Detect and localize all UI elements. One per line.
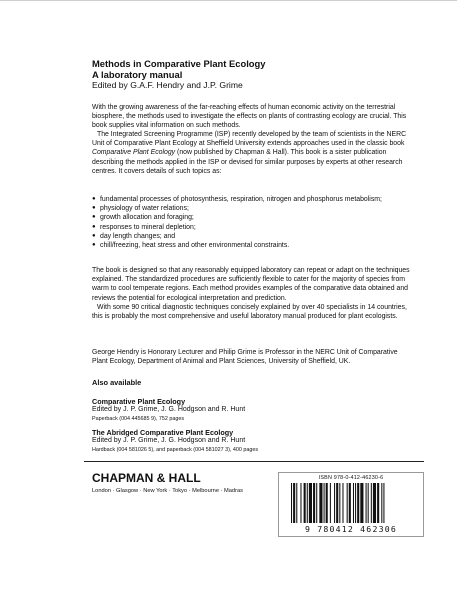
related-book-publication: Paperback (004 445685 9), 752 pages — [92, 416, 185, 422]
topic-item: ● responses to mineral depletion; — [92, 223, 414, 232]
isbn-barcode-box — [278, 472, 424, 537]
related-book-title: Comparative Plant Ecology — [92, 397, 186, 406]
related-book-title: The Abridged Comparative Plant Ecology — [92, 428, 234, 437]
isp-text-after: (now published by Chapman & Hall). This book is a sister publication describing the methods applied in the ISP or devised for similar purposes by experts at other research centres. It covers details of such topics as: — [92, 149, 403, 175]
book-subtitle: A laboratory manual — [92, 69, 183, 80]
topic-item: ● physiology of water relations; — [92, 204, 414, 213]
topics-list — [92, 195, 414, 250]
isp-paragraph — [92, 130, 414, 176]
topic-item: ● day length changes; and — [92, 232, 414, 241]
related-book-editors: Edited by J. P. Grime, J. G. Hodgson and R. Hunt — [92, 437, 246, 444]
barcode-digits: 9 780412 462306 — [305, 524, 397, 534]
related-book-publication: Hardback (004 581026 5), and paperback (004 581027 3), 400 pages — [92, 447, 259, 453]
barcode-icon — [291, 483, 413, 523]
also-available-heading: Also available — [92, 378, 142, 387]
book-title: Methods in Comparative Plant Ecology — [92, 58, 266, 69]
book-editors: Edited by G.A.F. Hendry and J.P. Grime — [92, 80, 243, 90]
isbn-label: ISBN 978-0-412-46230-6 — [318, 475, 384, 481]
intro-paragraph: With the growing awareness of the far-reaching effects of human economic activity on the terrestrial biosphere, the methods used to investigate the effects on plants of contrasting ecology are crucial. This book supplies vital information on such methods. — [92, 104, 407, 130]
techniques-paragraph: With some 90 critical diagnostic techniques concisely explained by over 40 specialists in 14 countries, this is probably the most comprehensive and useful laboratory manual produced for plant ecologists. — [92, 304, 407, 321]
footer-divider — [84, 461, 424, 462]
topic-item: ● growth allocation and foraging; — [92, 213, 414, 222]
isp-text-before: The Integrated Screening Programme (ISP) recently developed by the team of scientists in the NERC Unit of Comparative Plant Ecology at Sheffield University extends approaches used in the classic book — [92, 131, 407, 148]
authors-paragraph: George Hendry is Honorary Lecturer and Philip Grime is Professor in the NERC Unit of Comparative Plant Ecology, Department of Animal and Plant Sciences, University of Sheffield, UK. — [92, 349, 398, 366]
topic-item: ● chill/freezing, heat stress and other environmental constraints. — [92, 241, 414, 250]
topic-item: ● fundamental processes of photosynthesis, respiration, nitrogen and phosphorus metabolism; — [92, 195, 414, 204]
publisher-name: CHAPMAN & HALL — [92, 471, 201, 485]
related-book-editors: Edited by J. P. Grime, J. G. Hodgson and R. Hunt — [92, 406, 246, 413]
design-paragraph: The book is designed so that any reasonably equipped laboratory can repeat or adapt on the techniques explained. The standardized procedures are sufficiently flexible to cater for the majority of species from warm to cool temperate regions. Each method provides examples of the comparative data obtained and reviews the potential for ecological interpretation and prediction. — [92, 267, 410, 302]
classic-book-title: Comparative Plant Ecology — [92, 149, 176, 157]
publisher-cities: London · Glasgow · New York · Tokyo · Melbourne · Madras — [92, 488, 243, 494]
